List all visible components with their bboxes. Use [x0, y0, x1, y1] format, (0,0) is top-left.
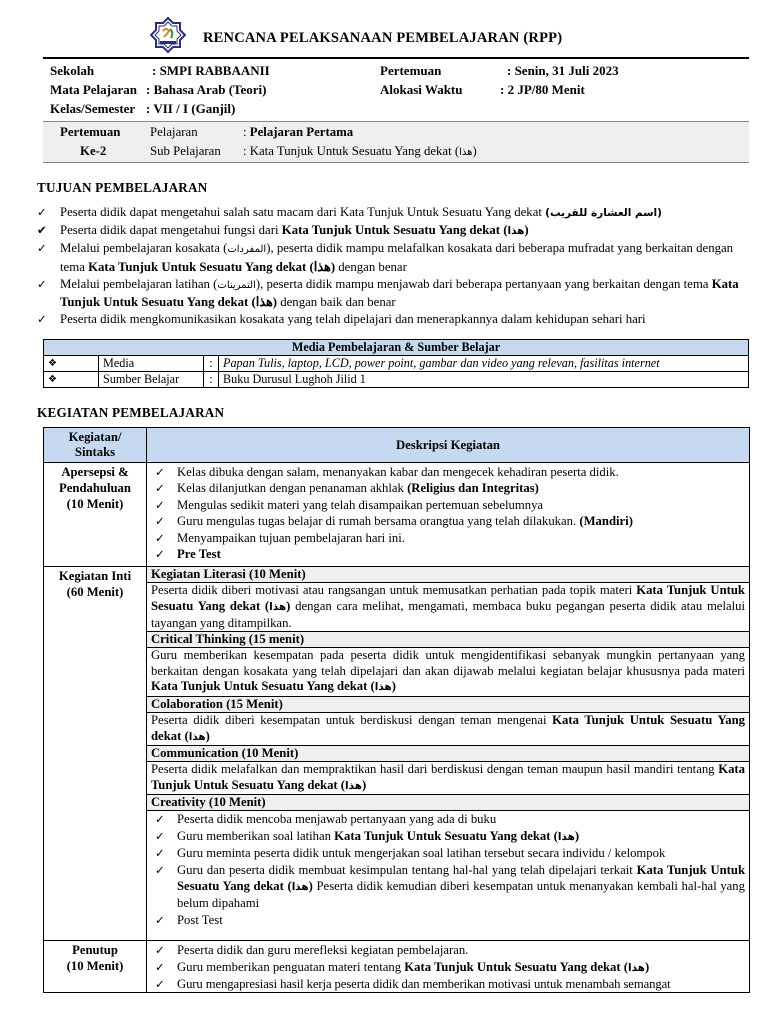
check-icon: ✓	[37, 241, 47, 256]
objective-item: ✔ Peserta didik dapat mengetahui fungsi dari Kata Tunjuk Untuk Sesuatu Yang dekat (هذا)	[37, 222, 747, 240]
class-semester-label: Kelas/Semester	[50, 101, 136, 116]
session-meeting-label: Pertemuan	[60, 125, 121, 139]
creativity-heading: Creativity (10 Menit)	[147, 794, 749, 811]
document-title: RENCANA PELAKSANAAN PEMBELAJARAN (RPP)	[203, 30, 563, 46]
school-logo-icon	[150, 17, 186, 53]
objectives-list	[37, 204, 747, 328]
subject-value: : Bahasa Arab (Teori)	[146, 82, 267, 97]
check-icon: ✓	[37, 276, 47, 291]
communication-heading: Communication (10 Menit)	[147, 745, 749, 762]
time-allocation-label: Alokasi Waktu	[380, 82, 463, 97]
sublesson-label: Sub Pelajaran	[150, 144, 221, 158]
source-label: Sumber Belajar	[99, 372, 204, 388]
meeting-value: : Senin, 31 Juli 2023	[507, 63, 619, 78]
objective-item: ✓ Melalui pembelajaran latihan (التمرينات), peserta didik mampu menjawab dari beberapa pertanyaan yang berkaitan dengan tema Kata Tunjuk Untuk Sesuatu Yang dekat (هذا) dengan baik dan benar	[37, 276, 739, 310]
activities-heading: KEGIATAN PEMBELAJARAN	[37, 405, 225, 420]
critical-thinking-text: Guru memberikan kesempatan pada peserta didik untuk mengidentifikasi sebanyak mungkin pertanyaan yang berkaitan dengan kosakata yang telah dipelajari dan akan dijawab melalui kegiatan belajar khususnya pada materi Kata Tunjuk Untuk Sesuatu Yang dekat (هذا)	[151, 648, 745, 694]
list-item: ✓ Kelas dibuka dengan salam, menanyakan kabar dan mengecek kehadiran peserta didik.	[155, 464, 745, 480]
collaboration-text: Peserta didik diberi kesempatan untuk berdiskusi dengan teman mengenai Kata Tunjuk Untuk Sesuatu Yang dekat (هذا)	[151, 713, 745, 743]
time-allocation-value: : 2 JP/80 Menit	[500, 82, 585, 97]
table-row	[44, 372, 749, 388]
list-item: ✓ Peserta didik mencoba menjawab pertanyaan yang ada di buku	[155, 811, 745, 827]
diamond-bullet-icon: ❖	[44, 372, 99, 388]
lesson-label: Pelajaran	[150, 125, 198, 139]
critical-thinking-heading: Critical Thinking (15 menit)	[147, 631, 749, 648]
collaboration-heading: Colaboration (15 Menit)	[147, 696, 749, 713]
table-row	[44, 356, 749, 372]
literacy-heading: Kegiatan Literasi (10 Menit)	[147, 567, 749, 583]
media-table-heading: Media Pembelajaran & Sumber Belajar	[44, 340, 749, 356]
identity-block	[50, 61, 750, 118]
list-item: ✓ Peserta didik dan guru merefleksi kegiatan pembelajaran.	[155, 942, 745, 958]
check-icon: ✓	[37, 205, 47, 219]
session-box	[43, 121, 749, 163]
diamond-bullet-icon: ❖	[44, 356, 99, 372]
list-item: ✓ Post Test	[155, 912, 745, 928]
session-meeting-number: Ke-2	[80, 144, 107, 158]
list-item: ✓ Guru meminta peserta didik untuk mengerjakan soal latihan tersebut secara individu / kelompok	[155, 845, 745, 861]
media-label: Media	[99, 356, 204, 372]
list-item: ✓ Pre Test	[155, 546, 745, 562]
list-item: ✓ Guru mengapresiasi hasil kerja peserta didik dan memberikan motivasi untuk menambah semangat	[155, 976, 745, 992]
objective-item: ✓ Peserta didik dapat mengetahui salah satu macam dari Kata Tunjuk Untuk Sesuatu Yang dekat (اسم العشارة للقريب)	[37, 204, 747, 222]
objectives-heading: TUJUAN PEMBELAJARAN	[37, 180, 208, 195]
check-icon: ✓	[37, 312, 47, 327]
media-separator: :	[204, 356, 219, 372]
media-value: Papan Tulis, laptop, LCD, power point, gambar dan video yang relevan, fasilitas internet	[219, 356, 749, 372]
subject-label: Mata Pelajaran	[50, 82, 138, 97]
closing-phase: Penutup (10 Menit)	[44, 941, 147, 993]
list-item: ✓ Menyampaikan tujuan pembelajaran hari ini.	[155, 530, 745, 546]
description-column-header: Deskripsi Kegiatan	[147, 428, 750, 463]
lesson-value: : Pelajaran Pertama	[243, 125, 354, 139]
activity-column-header: Kegiatan/ Sintaks	[44, 428, 147, 463]
list-item: ✓ Guru memberikan soal latihan Kata Tunjuk Untuk Sesuatu Yang dekat (هذا)	[155, 828, 745, 845]
list-item: ✓ Kelas dilanjutkan dengan penanaman akhlak (Religius dan Integritas)	[155, 480, 745, 496]
creativity-checklist	[147, 811, 749, 940]
core-phase: Kegiatan Inti (60 Menit)	[44, 567, 147, 941]
source-separator: :	[204, 372, 219, 388]
source-value: Buku Durusul Lughoh Jilid 1	[219, 372, 749, 388]
objective-item: ✓ Melalui pembelajaran kosakata (المفردات), peserta didik mampu melafalkan kosakata dari beberapa mufradat yang berkaitan dengan tema Kata Tunjuk Untuk Sesuatu Yang dekat (هذا) dengan benar	[37, 241, 734, 274]
school-value: : SMPI RABBAANII	[152, 63, 270, 78]
closing-checklist	[147, 942, 749, 992]
school-label: Sekolah	[50, 63, 95, 78]
class-semester-value: : VII / I (Ganjil)	[146, 101, 236, 116]
list-item: ✓ Mengulas sedikit materi yang telah disampaikan pertemuan sebelumnya	[155, 497, 745, 513]
sublesson-value: : Kata Tunjuk Untuk Sesuatu Yang dekat (هذا)	[243, 144, 477, 158]
list-item: ✓ Guru mengulas tugas belajar di rumah bersama orangtua yang telah dilakukan. (Mandiri)	[155, 513, 745, 529]
communication-text: Peserta didik melafalkan dan mempraktikan hasil dari berdiskusi dengan teman maupun hasil mandiri tentang Kata Tunjuk Untuk Sesuatu Yang dekat (هذا)	[151, 762, 745, 792]
table-row	[44, 941, 750, 993]
literacy-text: Peserta didik diberi motivasi atau rangsangan untuk memusatkan perhatian pada topik materi Kata Tunjuk Untuk Sesuatu Yang dekat (هذا) dengan cara melihat, mengamati, membaca buku pegangan peserta didik atau melalui tayangan yang ditampilkan.	[151, 583, 745, 630]
table-row	[44, 567, 750, 941]
opening-phase: Apersepsi & Pendahuluan (10 Menit)	[44, 463, 147, 567]
opening-checklist	[147, 464, 749, 562]
meeting-label: Pertemuan	[380, 63, 442, 78]
list-item: ✓ Guru memberikan penguatan materi tentang Kata Tunjuk Untuk Sesuatu Yang dekat (هذا)	[155, 959, 745, 976]
media-table	[43, 339, 749, 388]
check-icon: ✔	[37, 223, 47, 238]
activities-table	[43, 427, 750, 993]
table-row	[44, 463, 750, 567]
list-item: ✓ Guru dan peserta didik membuat kesimpulan tentang hal-hal yang telah dipelajari terkait Kata Tunjuk Untuk Sesuatu Yang dekat (هذا) Peserta didik kemudian diberi kesempatan untuk menanyakan kembali hal-hal yang belum dipahami	[155, 862, 745, 912]
objective-item: ✓ Peserta didik mengkomunikasikan kosakata yang telah dipelajari dan menerapkannya dalam kehidupan sehari hari	[37, 311, 747, 328]
title-divider	[43, 57, 749, 59]
